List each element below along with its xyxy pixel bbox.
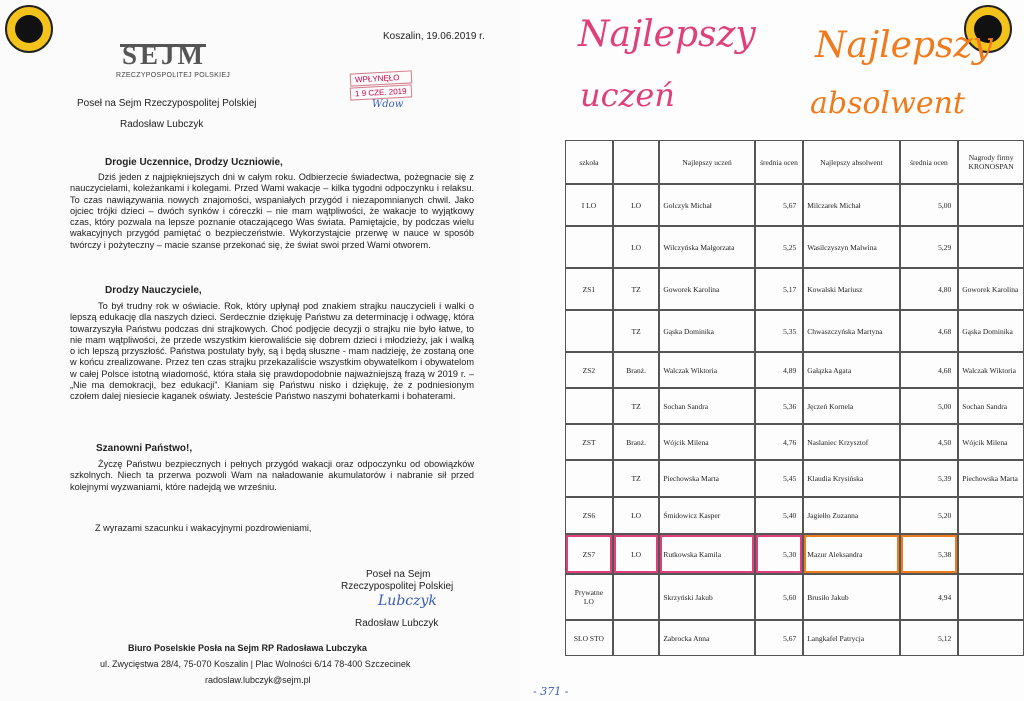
greeting-teachers: Drodzy Nauczyciele, [105,285,202,296]
awards-table [565,140,1024,656]
signature-title-2: Rzeczypospolitej Polskiej [341,581,454,592]
paragraph-students: Dziś jeden z najpiękniejszych dni w całym roku. Odbierzecie świadectwa, pożegnacie się z nauczycielami, koleżankami i kolegami. Przed Wami wakacje – kilka tygodni odpoczynku i relaksu. To czas nawiązywania nowych znajomości, wspaniałych przygód i niezapomnianych chwil. Jako ojciec trójki dzieci – dwóch synków i córeczki – nie mam wątpliwości, że wakacje to wyjątkowy czas, który pozwala na lepsze poznanie otaczającego Was świata. Pamiętajcie, by podczas wielu wakacyjnych przygód pamiętać o bezpieczeństwie. Wykorzystajcie przerwę w nauce w sposób twórczy i pożyteczny – macie szanse przekonać się, że świat swoi przed Wami otworem. [70,172,474,250]
table-cell-grad: Mazur Aleksandra [803,534,899,574]
table-cell-type: LO [613,534,660,574]
table-row [565,497,1024,534]
table-row [565,620,1024,656]
table-header-cell: średnia ocen [755,140,803,184]
table-cell-school: ZS2 [565,352,613,388]
table-cell-s-avg: 5,25 [755,226,803,268]
table-cell-student: Walczak Wiktoria [659,352,754,388]
table-cell-s-avg: 5,67 [755,620,803,656]
table-cell-g-avg: 4,68 [900,352,959,388]
received-stamp [350,72,412,110]
table-cell-school: ZS6 [565,497,613,534]
table-cell-type: TZ [613,310,660,352]
table-cell-g-avg: 5,00 [900,184,959,226]
closing-line: Z wyrazami szacunku i wakacyjnymi pozdrowieniami, [95,523,312,533]
table-cell-type: TZ [613,268,660,310]
table-row [565,352,1024,388]
table-cell-grad: Wasilczyszyn Malwina [803,226,899,268]
table-cell-student: Śmidowicz Kasper [659,497,754,534]
table-cell-prize [958,226,1024,268]
table-cell-grad: Jagiełło Zuzanna [803,497,899,534]
footer-address: ul. Zwycięstwa 28/4, 75-070 Koszalin | Plac Wolności 6/14 78-400 Szczecinek [100,659,411,669]
table-cell-s-avg: 5,45 [755,460,803,497]
table-cell-type [613,574,660,620]
table-cell-g-avg: 5,39 [900,460,959,497]
sender-title: Poseł na Sejm Rzeczypospolitej Polskiej [77,98,257,109]
table-cell-grad: Milczarek Michał [803,184,899,226]
table-cell-prize: Wójcik Milena [958,424,1024,460]
table-cell-g-avg: 5,29 [900,226,959,268]
table-cell-type: TZ [613,460,660,497]
table-cell-prize: Goworek Karolina [958,268,1024,310]
table-cell-school: SLO STO [565,620,613,656]
table-cell-student: Wójcik Milena [659,424,754,460]
table-cell-type: LO [613,184,660,226]
table-cell-grad: Chwaszczyńska Martyna [803,310,899,352]
table-cell-type: Branż. [613,424,660,460]
handwritten-signature: Lubczyk [378,593,437,609]
table-cell-grad: Jęczeń Kornela [803,388,899,424]
table-cell-s-avg: 5,40 [755,497,803,534]
table-cell-student: Goworek Karolina [659,268,754,310]
table-row [565,460,1024,497]
table-cell-grad: Langkafel Patrycja [803,620,899,656]
handwritten-best-graduate-1: Najlepszy [815,25,993,66]
sejm-logo-subtitle: RZECZYPOSPOLITEJ POLSKIEJ [116,72,231,79]
footer-email: radoslaw.lubczyk@sejm.pl [205,675,311,685]
table-cell-prize [958,574,1024,620]
signature-title-1: Poseł na Sejm [366,569,431,580]
table-header-cell [613,140,660,184]
table-cell-grad: Brusiło Jakub [803,574,899,620]
table-cell-type: Branż. [613,352,660,388]
table-cell-g-avg: 5,20 [900,497,959,534]
table-row [565,310,1024,352]
table-cell-school: I LO [565,184,613,226]
table-header-cell: średnia ocen [900,140,959,184]
table-row [565,424,1024,460]
table-cell-school: ZS1 [565,268,613,310]
table-row [565,268,1024,310]
table-cell-school: Prywatne LO [565,574,613,620]
table-cell-type: LO [613,497,660,534]
table-cell-g-avg: 4,94 [900,574,959,620]
table-cell-prize [958,620,1024,656]
badge-icon [5,5,53,53]
table-cell-type: TZ [613,388,660,424]
table-cell-school: ZS7 [565,534,613,574]
table-cell-student: Sochan Sandra [659,388,754,424]
table-cell-g-avg: 4,50 [900,424,959,460]
paragraph-teachers: To był trudny rok w oświacie. Rok, który upłynął pod znakiem strajku nauczycieli i walki o lepszą edukację dla naszych dzieci. Serdecznie dziękuję Państwu za determinację i odwagę, która towarzyszyła Państwu podczas dni strajkowych. Choć podjęcie decyzji o strajku nie było łatwe, to nie mam wątpliwości, że przede wszystkim kierowaliście się dobrem dzieci i młodzieży, jak i walką o ich lepszą przyszłość. Państwa postulaty były, są i będą słuszne - mam nadzieję, że zostaną one w końcu zrealizowane. Przez ten czas strajku przekazaliście wszystkim obywatelkom i obywatelom w całej Polsce istotną wiadomość, która stała się prawdopodobnie najważniejszą frazą w 2019 r. – „Nie ma demokracji, bez edukacji”. Kłaniam się Państwu nisko i dziękuję, że z podniesionym czołem dalej niesiecie kaganek oświaty. Jesteście Państwo naszymi bohaterkami i bohaterami. [70,301,474,402]
table-cell-g-avg: 5,12 [900,620,959,656]
table-cell-s-avg: 5,60 [755,574,803,620]
stamp-date: 1 9 CZE. 2019 [350,84,412,100]
table-header-cell: Najlepszy absolwent [803,140,899,184]
table-cell-s-avg: 5,17 [755,268,803,310]
footer-title: Biuro Poselskie Posła na Sejm RP Radosława Lubczyka [128,643,367,653]
table-cell-school [565,226,613,268]
stamp-label: WPŁYNĘŁO [350,70,412,86]
table-cell-prize: Piechowska Marta [958,460,1024,497]
table-cell-prize [958,184,1024,226]
table-cell-student: Zabrocka Anna [659,620,754,656]
table-header-cell: szkoła [565,140,613,184]
table-cell-grad: Klaudia Krysińska [803,460,899,497]
table-row [565,226,1024,268]
table-cell-prize: Sochan Sandra [958,388,1024,424]
table-cell-school: ZST [565,424,613,460]
table-cell-school [565,388,613,424]
table-cell-type: LO [613,226,660,268]
handwritten-best-graduate-2: absolwent [810,86,965,121]
sejm-logo: SEJM [122,40,207,70]
table-cell-g-avg: 4,68 [900,310,959,352]
table-row [565,574,1024,620]
table-row [565,534,1024,574]
table-cell-s-avg: 5,36 [755,388,803,424]
greeting-students: Drogie Uczennice, Drodzy Uczniowie, [105,157,283,168]
table-cell-g-avg: 5,38 [900,534,959,574]
table-cell-s-avg: 5,67 [755,184,803,226]
signature-name: Radosław Lubczyk [355,618,439,629]
paragraph-wishes: Życzę Państwu bezpiecznych i pełnych przygód wakacji oraz odpoczynku od obowiązków szkolnych. Niech ta przerwa pozwoli Wam na naładowanie akumulatorów i nabranie sił przed kolejnymi wyzwaniami, które nadejdą we wrześniu. [70,459,474,492]
table-cell-school [565,310,613,352]
table-cell-prize [958,534,1024,574]
table-header-cell: Nagrody firmy KRONOSPAN [958,140,1024,184]
place-date: Koszalin, 19.06.2019 r. [383,31,485,42]
table-cell-student: Wilczyńska Małgorzata [659,226,754,268]
table-cell-g-avg: 4,80 [900,268,959,310]
table-row [565,388,1024,424]
table-cell-grad: Gałązka Agata [803,352,899,388]
table-cell-student: Piechowska Marta [659,460,754,497]
table-row [565,184,1024,226]
table-cell-s-avg: 5,35 [755,310,803,352]
table-cell-grad: Naslaniec Krzysztof [803,424,899,460]
table-cell-prize [958,497,1024,534]
table-cell-school [565,460,613,497]
table-cell-s-avg: 4,76 [755,424,803,460]
table-cell-g-avg: 5,00 [900,388,959,424]
page-number: - 371 - [533,685,569,698]
stamp-signature: Wdow [372,99,404,110]
table-header-cell: Najlepszy uczeń [659,140,754,184]
handwritten-best-student-1: Najlepszy [578,14,756,55]
table-cell-prize: Gąska Dominika [958,310,1024,352]
table-cell-student: Golczyk Michał [659,184,754,226]
greeting-all: Szanowni Państwo!, [96,443,193,454]
table-cell-prize: Walczak Wiktoria [958,352,1024,388]
sender-name: Radosław Lubczyk [120,119,204,130]
table-cell-type [613,620,660,656]
table-cell-student: Skrzyński Jakub [659,574,754,620]
table-cell-s-avg: 4,89 [755,352,803,388]
handwritten-best-student-2: uczeń [580,76,675,114]
table-cell-grad: Kowalski Mariusz [803,268,899,310]
table-cell-student: Rutkowska Kamila [659,534,754,574]
table-cell-student: Gąska Dominika [659,310,754,352]
table-cell-s-avg: 5,30 [755,534,803,574]
